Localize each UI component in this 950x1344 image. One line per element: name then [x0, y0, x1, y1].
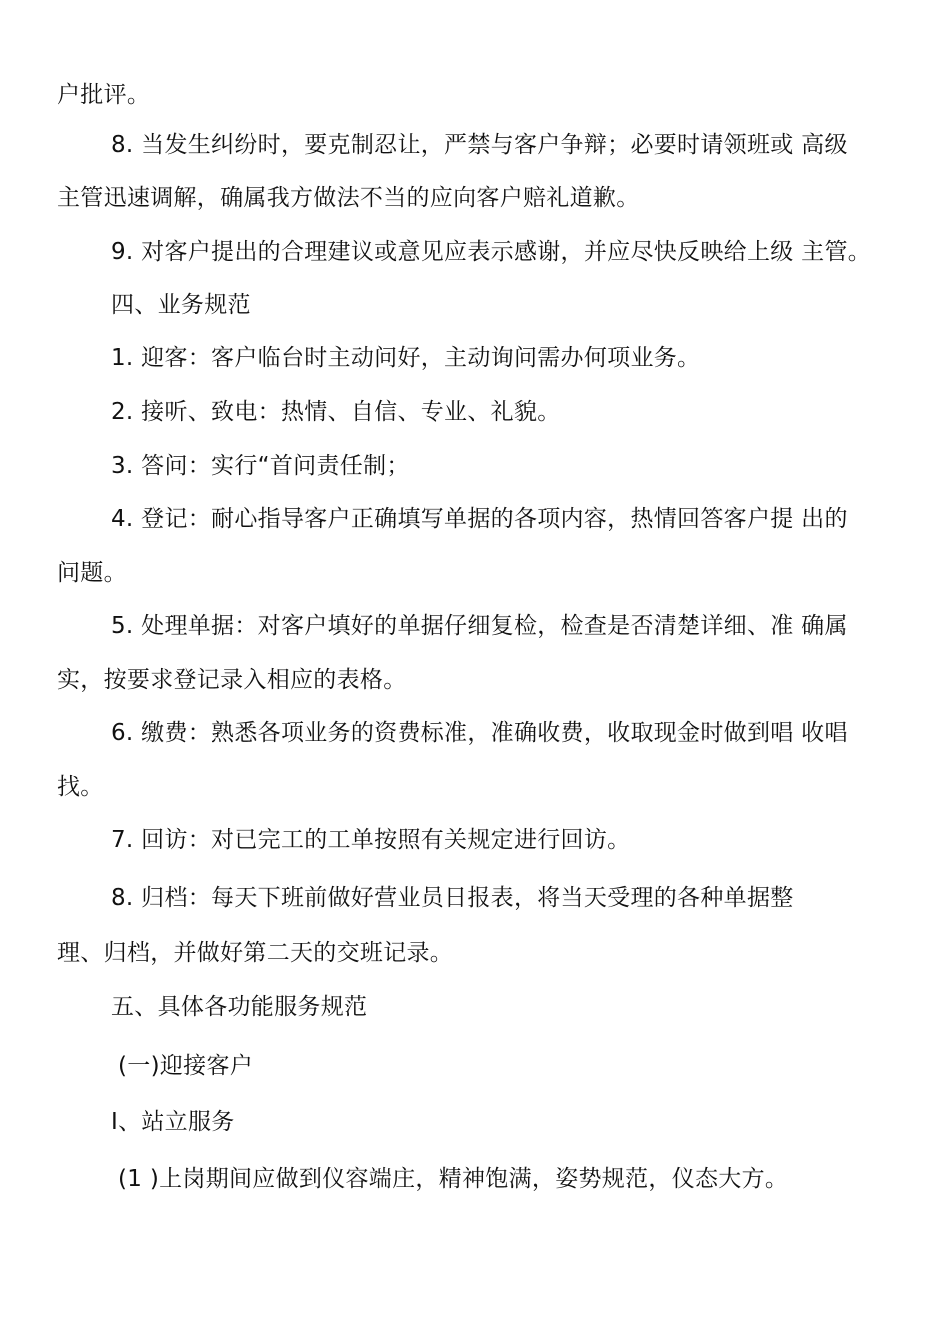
- text-line: 6. 缴费：熟悉各项业务的资费标准，准确收费，收取现金时做到唱 收唱: [111, 720, 848, 746]
- text-line: 实，按要求登记录入相应的表格。: [57, 667, 407, 693]
- subsection-heading: (一)迎接客户: [118, 1053, 254, 1079]
- text-line: 7. 回访：对已完工的工单按照有关规定进行回访。: [111, 827, 631, 853]
- text-line: 主管迅速调解，确属我方做法不当的应向客户赔礼道歉。: [57, 185, 640, 211]
- subsection-heading: I、站立服务: [111, 1109, 235, 1135]
- text-line: (1 )上岗期间应做到仪容端庄，精神饱满，姿势规范，仪态大方。: [118, 1166, 789, 1192]
- text-line: 问题。: [57, 560, 127, 586]
- text-line: 1. 迎客：客户临台时主动问好，主动询问需办何项业务。: [111, 345, 701, 371]
- text-line: 3. 答问：实行“首问责任制；: [111, 453, 410, 479]
- text-line: 找。: [57, 774, 104, 800]
- text-line: 8. 当发生纠纷时，要克制忍让，严禁与客户争辩；必要时请领班或 高级: [111, 132, 848, 158]
- text-line: 理、归档，并做好第二天的交班记录。: [57, 940, 454, 966]
- text-line: 户批评。: [57, 82, 151, 108]
- text-line: 5. 处理单据：对客户填好的单据仔细复检，检查是否清楚详细、准 确属: [111, 613, 848, 639]
- text-line: 9. 对客户提出的合理建议或意见应表示感谢，并应尽快反映给上级 主管。: [111, 239, 872, 265]
- section-heading: 五、具体各功能服务规范: [111, 994, 368, 1020]
- text-line: 2. 接听、致电：热情、自信、专业、礼貌。: [111, 399, 561, 425]
- text-line: 4. 登记：耐心指导客户正确填写单据的各项内容，热情回答客户提 出的: [111, 506, 848, 532]
- section-heading: 四、业务规范: [111, 292, 251, 318]
- text-line: 8. 归档：每天下班前做好营业员日报表，将当天受理的各种单据整: [111, 885, 794, 911]
